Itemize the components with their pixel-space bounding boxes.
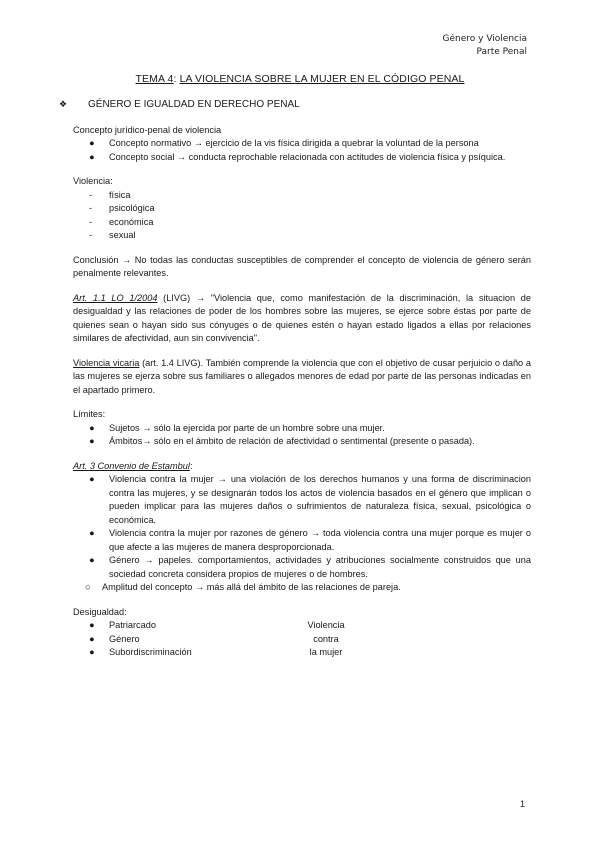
art3-sublist [73,581,531,595]
dash-icon: - [89,189,93,200]
vicaria-term: Violencia vicaria [73,357,140,368]
bullet-icon: ● [89,528,95,538]
title-colon: : [173,73,177,85]
list-item: - física [73,189,531,203]
dash-icon: - [89,216,93,227]
desigualdad-block [73,606,531,660]
bullet-icon: ● [89,620,95,630]
list-item: - psicológica [73,202,531,216]
concept-list [73,137,531,164]
list-item: ○ Amplitud del concepto → más allá del ámbito de las relaciones de pareja. [73,581,531,595]
list-item: ● Violencia contra la mujer por razones de género → toda violencia contra una mujer porque es mujer o que afecte a las mujeres de manera desproporcionada. [89,528,531,552]
page-number: 1 [519,799,525,809]
vicaria-paragraph: Violencia vicaria (art. 1.4 LIVG). También comprende la violencia que con el objetivo de cusar perjuicio o daño a las mujeres se ejerza sobre sus familiares o allegados menores de edad por parte de las personas indicadas en el apartado primero. [73,357,531,395]
page-title [0,73,600,85]
conclusion-paragraph: Conclusión → No todas las conductas susceptibles de comprender el concepto de violencia de género serán penalmente relevantes. [73,254,531,278]
list-item: ● Sujetos → sólo la ejercida por parte de un hombre sobre una mujer. [73,422,531,436]
list-item: ● Concepto normativo → ejercicio de la vis física dirigida a quebrar la voluntad de la persona [73,137,531,151]
circle-bullet-icon: ○ [85,582,91,592]
section-heading-text: GÉNERO E IGUALDAD EN DERECHO PENAL [88,99,300,110]
header-section: Parte Penal [476,47,527,57]
list-item: ● Ámbitos→ sólo en el ámbito de relación de afectividad o sentimental (presente o pasada). [73,435,531,449]
dash-icon: - [89,203,93,213]
title-number: TEMA 4 [135,73,174,85]
dash-icon: - [89,230,93,240]
bullet-icon: ● [89,647,95,657]
section-heading [59,98,531,112]
list-item: - económica [73,216,531,230]
bullet-icon: ● [89,436,95,446]
art1-paragraph: Art. 1.1 LO 1/2004 (LIVG) → "Violencia que, como manifestación de la discriminación, la situacion de desigualdad y las relaciones de poder de los hombres sobre las mujeres, se ejerce sobre éstas por parte de quienes sean o hayan sido sus cónyuges o de quienes estén o hayan estado ligados a ellas por relaciones similares de afectividad, aun sin convivencia". [73,292,531,343]
bullet-icon: ● [89,555,95,565]
list-item: ● Género contra [73,633,531,647]
list-item: ● Patriarcado Violencia [73,619,531,633]
document-body [59,98,531,671]
art3-list [73,473,531,581]
art1-reference: Art. 1.1 LO 1/2004 [73,292,158,303]
bullet-icon: ● [89,422,95,433]
list-item: ● Subordiscriminación la mujer [73,646,531,660]
list-item: ● Género → papeles. comportamientos, actividades y atribuciones socialmente construidos que una sociedad concreta considera propios de mujeres o de hombres. [89,555,531,579]
art3-reference: Art. 3 Convenio de Estambul [73,460,190,471]
diamond-bullet-icon: ❖ [59,99,68,109]
art3-heading: Art. 3 Convenio de Estambul: [73,460,193,471]
page-header [443,33,527,59]
desigualdad-list [73,619,531,660]
bullet-icon: ● [89,474,95,484]
bullet-icon: ● [89,633,95,644]
bullet-icon: ● [89,138,95,148]
concept-heading: Concepto jurídico-penal de violencia [73,124,222,135]
list-item: ● Concepto social → conducta reprochable relacionada con actitudes de violencia física y psíquica. [73,151,531,165]
desigualdad-heading: Desigualdad: [73,606,127,617]
violencia-list [73,189,531,243]
list-item: - sexual [73,229,531,243]
header-subject: Género y Violencia [442,34,527,44]
limites-heading: Límites: [73,409,106,419]
concept-block [73,124,531,165]
art3-block [73,460,531,595]
bullet-icon: ● [89,151,95,162]
limites-list [73,422,531,449]
list-item: ● Violencia contra la mujer → una violación de los derechos humanos y una forma de discriminacion contra las mujeres, y se designarán todos los actos de violencia basados en el género que implican o pueden implicar para las mujeres daños o sufrimientos de naturaleza física, sexual, psicológica o económica. [89,474,531,525]
violencia-block [73,175,531,243]
violencia-heading: Violencia: [73,176,113,186]
limites-block [73,408,531,449]
title-text: LA VIOLENCIA SOBRE LA MUJER EN EL CÓDIGO PENAL [179,73,465,85]
